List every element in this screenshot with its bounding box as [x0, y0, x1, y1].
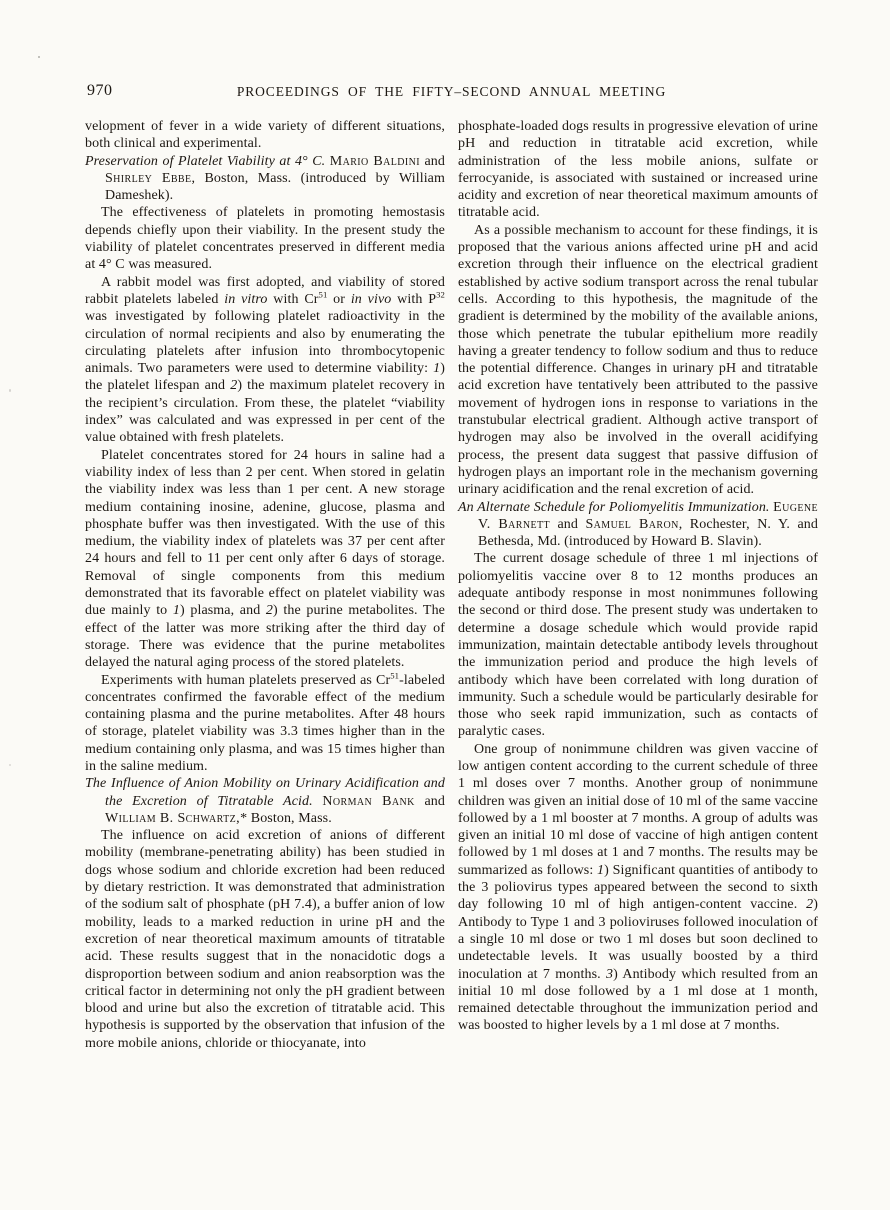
scan-speck [9, 764, 11, 766]
scan-speck [38, 56, 40, 58]
italic-run: in vitro [224, 291, 268, 307]
superscript-run: 51 [390, 669, 400, 680]
text-run: with P [391, 291, 437, 307]
text-run: The current dosage schedule of three 1 ml injections of poliomyelitis vaccine over 8 to 12 months produces an adequate antibody response in most nonimmunes following the second or third dose. The present study was undertaken to determine a dosage schedule which would provide rapid immunization, maintain detectable antibody levels throughout the immunization period and produce the high levels of antibody which have been correlated with long duration of immunity. Such a schedule would be particularly desirable for those who seek rapid immunization, such as contacts of paralytic cases. [458, 551, 818, 740]
text-run: or [327, 291, 351, 307]
text-run: ) the purine metabolites. The effect of the latter was more striking after the third day of storage. There was evidence that the purine metabolites delayed the natural aging process of the stored platelets. [85, 603, 446, 671]
text-run: ) the maximum platelet recovery in the recipient’s circulation. From these, the platelet “viability index” was calculated and was expressed in per cent of the value obtained with fresh platelets. [85, 378, 446, 446]
text-run: , Rochester, N. Y. and Bethesda, Md. (introduced by Howard B. Slavin). [478, 516, 819, 550]
paragraph [85, 204, 445, 273]
italic-run: 1 [433, 361, 441, 377]
italic-run: in vivo [350, 291, 392, 307]
scan-speck [9, 389, 11, 392]
abstract-heading [85, 775, 445, 827]
superscript-run: 32 [436, 289, 445, 300]
paragraph [458, 550, 818, 740]
text-run: ) plasma, and [180, 603, 266, 619]
smallcaps-run: Samuel Baron [585, 516, 679, 532]
text-run: was investigated by following platelet radioactivity in the circulation of normal recipients and also by enumerating the circulating platelets after infusion into thrombocytopenic animals. Two parameters were used to determine viability: [85, 309, 445, 377]
text-run: ) the platelet lifespan and [85, 361, 445, 394]
paragraph [85, 669, 445, 776]
text-run: A rabbit model was first adopted, and viability of stored rabbit platelets labeled [85, 274, 445, 307]
text-run: , Boston, Mass. (introduced by William Dameshek). [105, 170, 445, 204]
left-column [85, 118, 445, 1052]
text-run: with Cr [267, 291, 319, 307]
smallcaps-run: William B. Schwartz, [105, 810, 241, 826]
text-run: ) Antibody which resulted from an initial 10 ml dose followed by a 1 ml dose at 1 month, remained detectable throughout the immunization period and was boosted to higher levels by a 1 ml dose at 7 months. [458, 966, 818, 1034]
paragraph [85, 447, 445, 672]
text-run: phosphate-loaded dogs results in progressive elevation of urine pH and reduction in titratable acid excretion, while administration of the less mobile anions, sulfate or ferrocyanide, is associated with sustained or increased urine acidity and excretion of near theoretical maximum amounts of titratable acid. [458, 119, 818, 221]
text-run: The influence on acid excretion of anions of different mobility (membrane-penetrating ability) has been studied in dogs whose sodium and chloride excretion had been reduced by dietary restriction. It was demonstrated that administration of the sodium salt of phosphate (pH 7.4), a buffer anion of low mobility, leads to a marked reduction in urine pH and the excretion of near theoretical maximum amounts of titratable acid. These results suggest that in the nonacidotic dogs a disproportion between sodium and anion reabsorption was the critical factor in determining not only the pH gradient between blood and urine but also the excretion of titratable acid. This hypothesis is supported by the observation that infusion of the more mobile anions, chloride or thiocyanate, into [85, 828, 445, 1051]
paragraph [458, 118, 818, 222]
italic-run: An Alternate Schedule for Poliomyelitis Immunization. [458, 499, 770, 515]
text-run: and [420, 153, 446, 169]
italic-run: 1 [597, 862, 605, 878]
italic-run: 2 [806, 897, 814, 913]
paragraph [458, 222, 818, 499]
paragraph [458, 741, 818, 1035]
smallcaps-run: Eugene V. Barnett [478, 499, 818, 532]
smallcaps-run: Mario Baldini [329, 153, 421, 169]
page-number: 970 [87, 82, 113, 99]
italic-run: 3 [606, 966, 614, 982]
text-run [313, 794, 323, 809]
right-column [458, 118, 818, 1052]
text-run: -labeled concentrates confirmed the favorable effect of the medium containing plasma and the purine metabolites. After 48 hours of storage, platelet viability was 3.3 times higher than in the medium containing only plasma, and was 15 times higher than in the saline medium. [85, 672, 445, 774]
italic-run: 2 [230, 378, 238, 394]
paragraph [85, 118, 445, 153]
abstract-heading [85, 153, 445, 205]
text-run: ) Antibody to Type 1 and 3 polioviruses followed inoculation of a single 10 ml dose or two 1 ml doses but soon declined to undetectable levels. It was usually boosted by a third inoculation at 7 months. [458, 897, 818, 982]
text-run: The effectiveness of platelets in promoting hemostasis depends chiefly upon their viability. In the present study the viability of platelet concentrates preserved in different media at 4° C was measured. [85, 205, 445, 273]
italic-run: 2 [265, 603, 274, 619]
abstract-heading [458, 499, 818, 551]
text-run: velopment of fever in a wide variety of different situations, both clinical and experimental. [85, 119, 445, 152]
smallcaps-run: Norman Bank [322, 793, 415, 809]
text-run: ) Significant quantities of antibody to the 3 poliovirus types appeared between the second to sixth day following 10 ml of high antigen-content vaccine. [458, 862, 818, 913]
italic-run: 1 [172, 603, 180, 619]
text-run: Experiments with human platelets preserved as Cr [101, 672, 391, 688]
paragraph [85, 827, 445, 1052]
text-run: and [549, 516, 586, 532]
two-column-body [85, 118, 818, 1052]
italic-run: The Influence of Anion Mobility on Urinary Acidification and the Excretion of Titratable Acid. [85, 776, 445, 809]
text-run: and [414, 793, 445, 809]
running-head: PROCEEDINGS OF THE FIFTY–SECOND ANNUAL MEETING [236, 84, 667, 99]
paragraph [85, 274, 445, 447]
text-run: * Boston, Mass. [240, 810, 332, 826]
superscript-run: 51 [318, 289, 328, 300]
text-run: As a possible mechanism to account for these findings, it is proposed that the various anions affected urine pH and acid excretion through their influence on the electrical gradient established by active sodium transport across the renal tubular cells. According to this hypothesis, the magnitude of the gradient is determined by the mobility of the available anions, those which penetrate the tubular epithelium more readily having a greater tendency to follow sodium and thus to reduce the potential difference. Changes in urinary pH and titratable acid excretion have tentatively been attributed to the passive movement of hydrogen ions in response to variations in the transtubular electrical gradient. Although active transport of hydrogen may also be involved in the overall acidifying process, the present data suggest that passive diffusion of hydrogen plays an important role in the mechanism governing urinary acidification and the renal excretion of acid. [458, 222, 818, 498]
text-run: Platelet concentrates stored for 24 hours in saline had a viability index of less than 2 per cent. When stored in gelatin the viability index was less than 1 per cent. A new storage medium containing inosine, adenine, glucose, plasma and phosphate buffer was then investigated. With the use of this medium, the viability index of platelets was 37 per cent after 24 hours and fell to 11 per cent only after 6 days of storage. Removal of single components from this medium demonstrated that its favorable effect on platelet viability was due mainly to [85, 447, 445, 619]
italic-run: Preservation of Platelet Viability at 4° C. [85, 153, 326, 169]
text-run: One group of nonimmune children was given vaccine of low antigen content according to the current schedule of three 1 ml doses over 7 months. Another group of nonimmune children was given an initial dose of 10 ml of the same vaccine followed by a 1 ml booster at 7 months. A group of adults was given an initial 10 ml dose of vaccine of high antigen content followed by 1 ml doses at 1 and 7 months. The results may be summarized as follows: [458, 741, 818, 878]
smallcaps-run: Shirley Ebbe [105, 170, 192, 186]
